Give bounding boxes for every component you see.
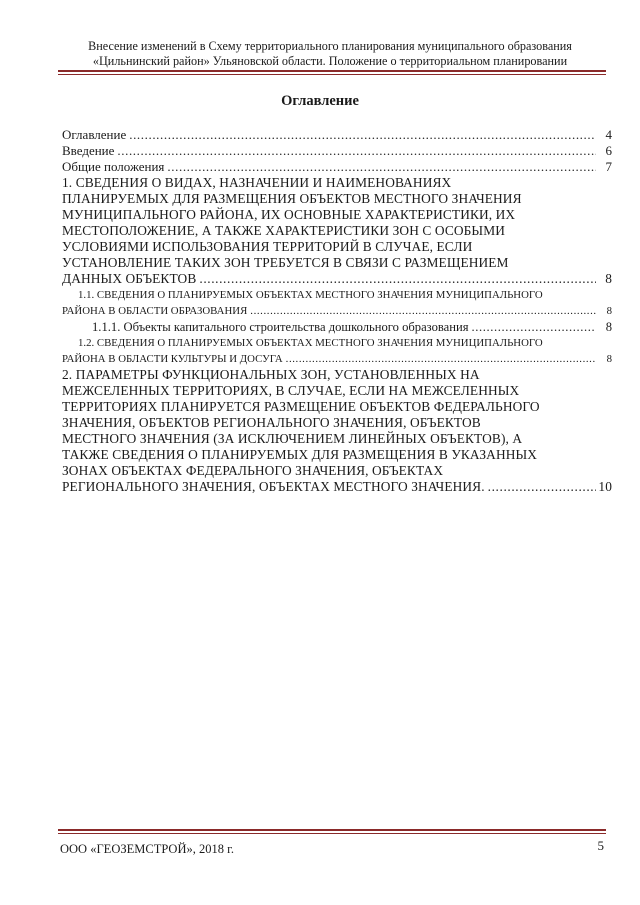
toc-entry-line: МЕЖСЕЛЕННЫХ ТЕРРИТОРИЯХ, В СЛУЧАЕ, ЕСЛИ НА МЕЖСЕЛЕННЫХ [62, 383, 520, 398]
toc-page-number: 4 [605, 127, 612, 142]
toc-entry-label: ДАННЫХ ОБЪЕКТОВ [62, 271, 197, 286]
toc-entry-line: ТЕРРИТОРИЯХ ПЛАНИРУЕТСЯ РАЗМЕЩЕНИЕ ОБЪЕКТОВ ФЕДЕРАЛЬНОГО [62, 399, 540, 414]
toc-entry-section-1[interactable] [62, 175, 612, 287]
toc-entry-line: 1.2. СВЕДЕНИЯ О ПЛАНИРУЕМЫХ ОБЪЕКТАХ МЕСТНОГО ЗНАЧЕНИЯ МУНИЦИПАЛЬНОГО [78, 337, 543, 349]
toc-entry-label: Оглавление [62, 127, 127, 142]
header-line-2: «Цильнинский район» Ульяновской области. Положение о территориальном планировании [92, 54, 568, 68]
toc-entry-label: Общие положения [62, 159, 165, 174]
toc-entry-section-1-1[interactable] [62, 287, 612, 319]
toc-entry-line: 1. СВЕДЕНИЯ О ВИДАХ, НАЗНАЧЕНИИ И НАИМЕНОВАНИЯХ [62, 175, 452, 190]
toc-entry-label: РЕГИОНАЛЬНОГО ЗНАЧЕНИЯ, ОБЪЕКТАХ МЕСТНОГО ЗНАЧЕНИЯ. [62, 479, 485, 494]
toc-entry-label: Введение [62, 143, 115, 158]
toc-title: Оглавление [281, 93, 359, 109]
toc-page-number: 10 [598, 479, 612, 494]
toc-entry-contents[interactable] [62, 127, 612, 143]
toc-entry-line: ПЛАНИРУЕМЫХ ДЛЯ РАЗМЕЩЕНИЯ ОБЪЕКТОВ МЕСТНОГО ЗНАЧЕНИЯ [62, 191, 522, 206]
header-rule-thin [58, 74, 606, 75]
toc-entry-section-2[interactable] [62, 367, 612, 495]
footer-rule [58, 829, 606, 831]
toc-page-number: 6 [605, 143, 612, 158]
toc-entry-line: ЗНАЧЕНИЯ, ОБЪЕКТОВ РЕГИОНАЛЬНОГО ЗНАЧЕНИЯ, ОБЪЕКТОВ [62, 415, 481, 430]
toc-entry-label: РАЙОНА В ОБЛАСТИ ОБРАЗОВАНИЯ [62, 305, 248, 317]
toc-entry-line: ТАКЖЕ СВЕДЕНИЯ О ПЛАНИРУЕМЫХ ДЛЯ РАЗМЕЩЕНИЯ В УКАЗАННЫХ [62, 447, 538, 462]
toc-entry-line: 1.1. СВЕДЕНИЯ О ПЛАНИРУЕМЫХ ОБЪЕКТАХ МЕСТНОГО ЗНАЧЕНИЯ МУНИЦИПАЛЬНОГО [78, 289, 543, 301]
toc-entry-line: МУНИЦИПАЛЬНОГО РАЙОНА, ИХ ОСНОВНЫЕ ХАРАКТЕРИСТИКИ, ИХ [62, 207, 516, 222]
toc-entry-line: ЗОНАХ ОБЪЕКТАХ ФЕДЕРАЛЬНОГО ЗНАЧЕНИЯ, ОБЪЕКТАХ [62, 463, 444, 478]
toc-page-number: 8 [606, 353, 612, 365]
toc-page-number: 8 [605, 271, 612, 286]
header-rule [58, 70, 606, 72]
toc-page-number: 8 [606, 305, 612, 317]
toc-entry-label: РАЙОНА В ОБЛАСТИ КУЛЬТУРЫ И ДОСУГА [62, 353, 283, 365]
toc-entry-line: 2. ПАРАМЕТРЫ ФУНКЦИОНАЛЬНЫХ ЗОН, УСТАНОВЛЕННЫХ НА [62, 367, 480, 382]
document-header [60, 39, 600, 69]
table-of-contents [62, 127, 612, 495]
footer-company: ООО «ГЕОЗЕМСТРОЙ», 2018 г. [60, 842, 234, 856]
toc-entry-introduction[interactable] [62, 143, 612, 159]
toc-entry-line: МЕСТНОГО ЗНАЧЕНИЯ (ЗА ИСКЛЮЧЕНИЕМ ЛИНЕЙНЫХ ОБЪЕКТОВ), А [62, 431, 523, 446]
toc-entry-section-1-2[interactable] [62, 335, 612, 367]
toc-entry-section-1-1-1[interactable] [62, 319, 612, 335]
toc-page-number: 7 [605, 159, 612, 174]
toc-entry-line: УСЛОВИЯМИ ИСПОЛЬЗОВАНИЯ ТЕРРИТОРИЙ В СЛУЧАЕ, ЕСЛИ [62, 239, 473, 254]
toc-entry-line: МЕСТОПОЛОЖЕНИЕ, А ТАКЖЕ ХАРАКТЕРИСТИКИ ЗОН С ОСОБЫМИ [62, 223, 505, 238]
page-number: 5 [597, 838, 604, 853]
toc-entry-line: УСТАНОВЛЕНИЕ ТАКИХ ЗОН ТРЕБУЕТСЯ В СВЯЗИ С РАЗМЕЩЕНИЕМ [62, 255, 509, 270]
toc-entry-general-provisions[interactable] [62, 159, 612, 175]
header-line-1: Внесение изменений в Схему территориального планирования муниципального образования [88, 39, 572, 53]
toc-entry-label: 1.1.1. Объекты капитального строительства дошкольного образования [92, 320, 469, 334]
footer-rule-thin [58, 833, 606, 834]
toc-page-number: 8 [605, 320, 612, 334]
